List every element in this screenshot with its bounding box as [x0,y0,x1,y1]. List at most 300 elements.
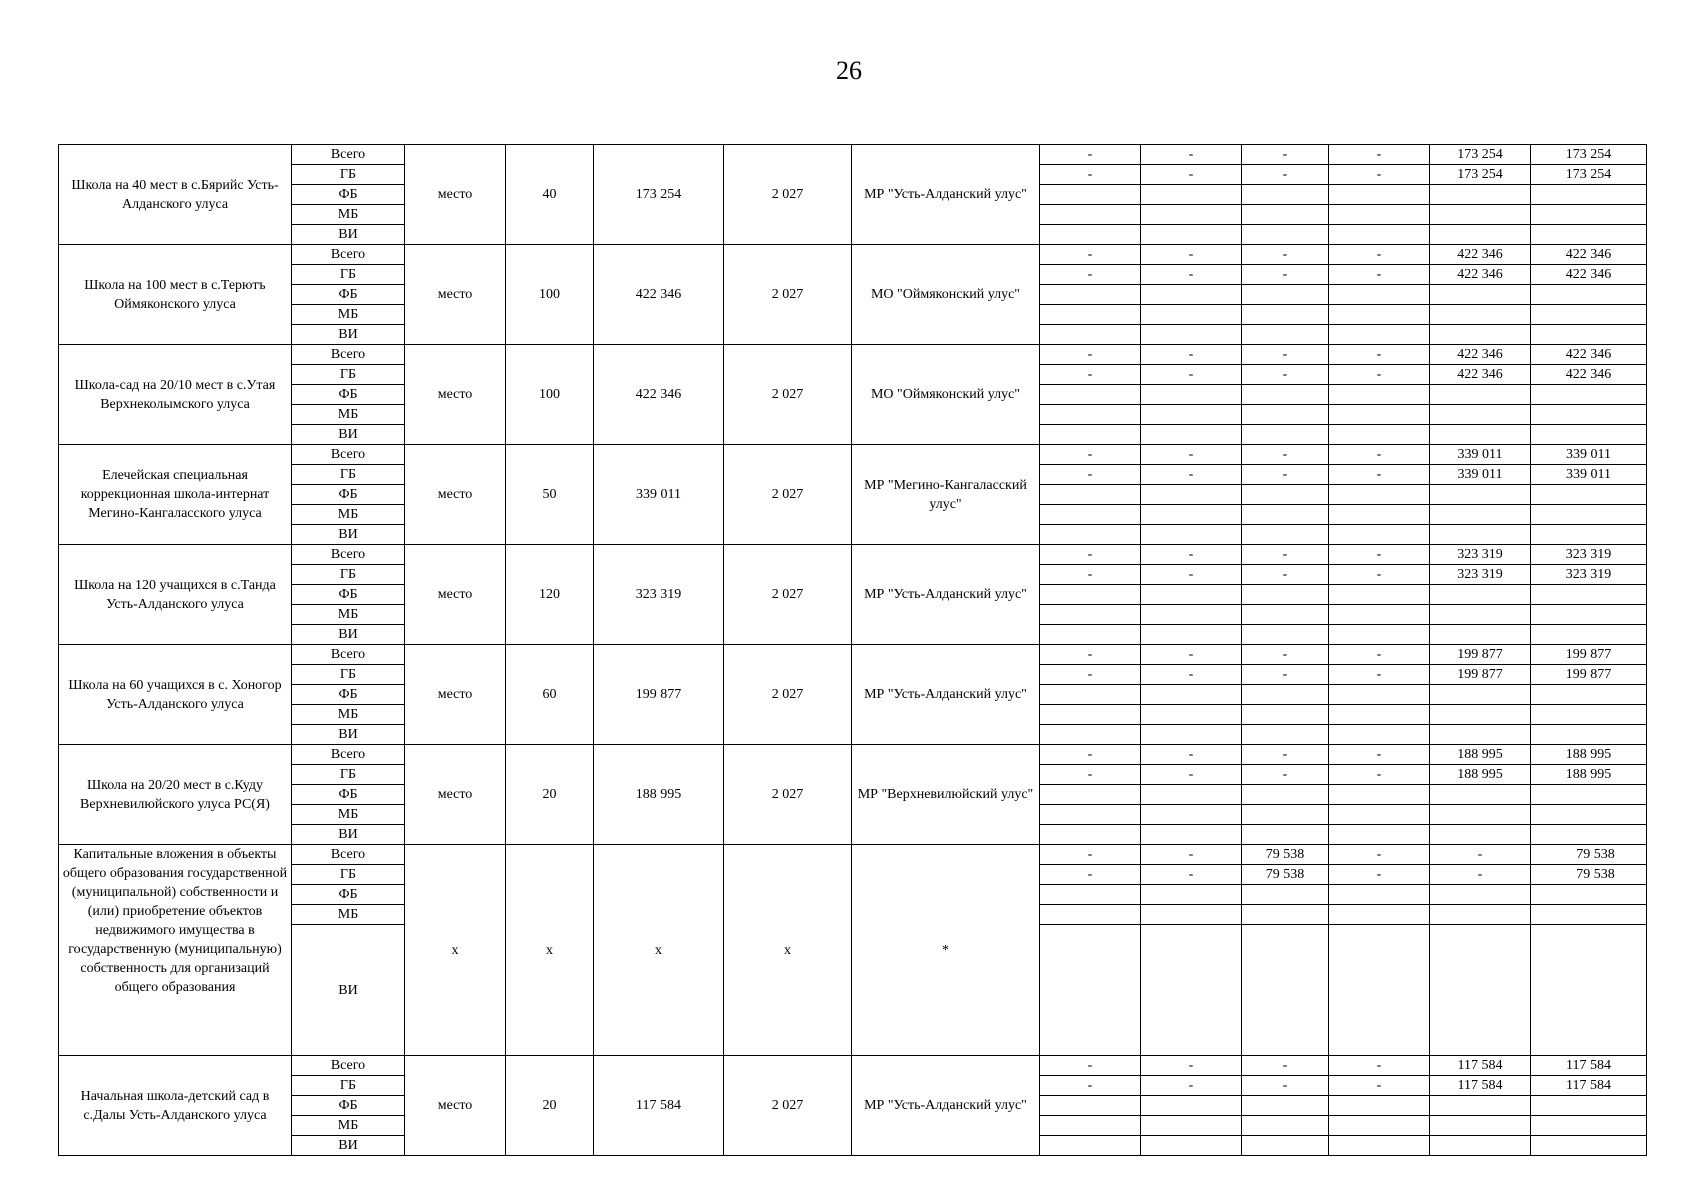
value-cell [1329,1096,1430,1116]
value-cell [1242,1116,1329,1136]
value-cell [1141,325,1242,345]
value-cell: - [1141,465,1242,485]
value-cell [1242,605,1329,625]
value-cell: 339 011 [1531,465,1647,485]
funding-source-label: Всего [292,145,405,165]
value-cell [1430,925,1531,1056]
value-cell [1141,405,1242,425]
object-capacity: 100 [506,345,594,445]
value-cell: - [1329,645,1430,665]
table-row [59,645,1647,665]
value-cell [1040,605,1141,625]
value-cell [1430,185,1531,205]
value-cell [1040,905,1141,925]
value-cell: - [1242,365,1329,385]
funding-source-label: ГБ [292,465,405,485]
value-cell [1531,725,1647,745]
object-name: Начальная школа-детский сад в с.Далы Усть-Алданского улуса [59,1056,292,1156]
funding-source-label: ВИ [292,825,405,845]
value-cell [1430,285,1531,305]
value-cell [1329,785,1430,805]
value-cell [1242,1096,1329,1116]
value-cell: - [1040,545,1141,565]
value-cell [1242,625,1329,645]
value-cell: - [1040,665,1141,685]
object-year: 2 027 [724,645,852,745]
value-cell [1329,1116,1430,1136]
value-cell [1040,225,1141,245]
value-cell [1040,1136,1141,1156]
value-cell: 173 254 [1430,165,1531,185]
value-cell [1430,425,1531,445]
object-cost: х [594,845,724,1056]
funding-source-label: ФБ [292,285,405,305]
value-cell [1531,825,1647,845]
funding-source-label: ФБ [292,685,405,705]
funding-source-label: ГБ [292,265,405,285]
value-cell [1531,905,1647,925]
value-cell: - [1242,665,1329,685]
value-cell [1329,505,1430,525]
value-cell [1242,725,1329,745]
value-cell [1531,325,1647,345]
value-cell: 339 011 [1430,445,1531,465]
value-cell: - [1141,265,1242,285]
value-cell [1329,705,1430,725]
value-cell [1329,905,1430,925]
value-cell [1531,685,1647,705]
responsible-org: МР "Мегино-Кангаласский улус" [852,445,1040,545]
value-cell [1242,685,1329,705]
value-cell: - [1040,465,1141,485]
funding-source-label: МБ [292,705,405,725]
value-cell: - [1242,345,1329,365]
funding-source-label: ВИ [292,625,405,645]
value-cell [1531,625,1647,645]
value-cell [1531,405,1647,425]
funding-source-label: ГБ [292,565,405,585]
value-cell [1430,905,1531,925]
value-cell: - [1141,345,1242,365]
value-cell [1040,925,1141,1056]
funding-source-label: ВИ [292,425,405,445]
table-row [59,445,1647,465]
value-cell [1430,585,1531,605]
value-cell [1141,725,1242,745]
value-cell: - [1242,165,1329,185]
object-cost: 339 011 [594,445,724,545]
value-cell: - [1141,245,1242,265]
value-cell [1531,285,1647,305]
funding-source-label: Всего [292,345,405,365]
value-cell [1242,325,1329,345]
value-cell: - [1329,565,1430,585]
value-cell [1430,225,1531,245]
funding-source-label: ГБ [292,665,405,685]
funding-source-label: Всего [292,245,405,265]
value-cell: - [1040,345,1141,365]
value-cell [1040,425,1141,445]
value-cell [1040,825,1141,845]
value-cell: 188 995 [1531,745,1647,765]
object-cost: 422 346 [594,345,724,445]
value-cell [1141,285,1242,305]
value-cell [1040,585,1141,605]
value-cell [1430,825,1531,845]
value-cell [1531,705,1647,725]
table-row [59,1056,1647,1076]
responsible-org: МР "Верхневилюйский улус" [852,745,1040,845]
value-cell [1329,885,1430,905]
value-cell: 117 584 [1430,1056,1531,1076]
value-cell: - [1329,865,1430,885]
value-cell: - [1141,445,1242,465]
value-cell: - [1040,645,1141,665]
responsible-org: МР "Усть-Алданский улус" [852,145,1040,245]
funding-source-label: МБ [292,505,405,525]
funding-source-label: Всего [292,545,405,565]
value-cell: 422 346 [1430,365,1531,385]
value-cell [1329,385,1430,405]
funding-source-label: МБ [292,805,405,825]
value-cell [1242,205,1329,225]
value-cell: - [1329,545,1430,565]
value-cell [1329,485,1430,505]
value-cell [1141,305,1242,325]
value-cell: - [1040,845,1141,865]
value-cell [1242,285,1329,305]
responsible-org: МО "Оймяконский улус" [852,345,1040,445]
value-cell [1242,385,1329,405]
object-name: Школа на 120 учащихся в с.Танда Усть-Алданского улуса [59,545,292,645]
funding-source-label: ГБ [292,1076,405,1096]
value-cell [1531,485,1647,505]
funding-source-label: МБ [292,1116,405,1136]
value-cell: - [1242,1076,1329,1096]
value-cell [1430,325,1531,345]
value-cell: 199 877 [1531,645,1647,665]
value-cell: - [1242,765,1329,785]
object-capacity: 120 [506,545,594,645]
funding-source-label: ФБ [292,485,405,505]
value-cell [1531,505,1647,525]
value-cell: - [1242,745,1329,765]
value-cell: - [1040,1076,1141,1096]
value-cell: - [1040,245,1141,265]
value-cell [1141,705,1242,725]
value-cell: - [1141,645,1242,665]
value-cell [1430,405,1531,425]
table-row [59,745,1647,765]
table-row [59,145,1647,165]
value-cell [1242,805,1329,825]
table-row [59,545,1647,565]
value-cell [1329,205,1430,225]
value-cell: 117 584 [1430,1076,1531,1096]
funding-source-label: МБ [292,205,405,225]
value-cell: - [1141,565,1242,585]
value-cell [1040,1096,1141,1116]
value-cell [1141,585,1242,605]
value-cell [1141,185,1242,205]
value-cell: - [1141,665,1242,685]
value-cell [1242,185,1329,205]
value-cell [1242,905,1329,925]
value-cell [1141,425,1242,445]
table-row [59,845,1647,865]
value-cell [1329,425,1430,445]
funding-source-label: ГБ [292,365,405,385]
value-cell: 422 346 [1430,265,1531,285]
value-cell: - [1329,145,1430,165]
value-cell [1040,885,1141,905]
value-cell [1531,585,1647,605]
value-cell [1329,685,1430,705]
value-cell [1141,925,1242,1056]
value-cell: 199 877 [1531,665,1647,685]
value-cell [1329,325,1430,345]
responsible-org: МР "Усть-Алданский улус" [852,645,1040,745]
value-cell [1141,385,1242,405]
value-cell: - [1141,865,1242,885]
object-unit: х [405,845,506,1056]
value-cell: 422 346 [1531,265,1647,285]
value-cell [1141,605,1242,625]
value-cell: - [1430,865,1531,885]
value-cell [1531,925,1647,1056]
funding-source-label: Всего [292,645,405,665]
value-cell: - [1329,245,1430,265]
value-cell [1141,905,1242,925]
value-cell: 339 011 [1531,445,1647,465]
value-cell [1141,485,1242,505]
value-cell [1141,505,1242,525]
value-cell: - [1040,1056,1141,1076]
value-cell: 323 319 [1531,545,1647,565]
value-cell [1329,405,1430,425]
funding-source-label: ВИ [292,525,405,545]
value-cell [1242,225,1329,245]
funding-source-label: ВИ [292,925,405,1056]
value-cell [1242,485,1329,505]
object-unit: место [405,145,506,245]
page-number: 26 [836,56,862,85]
value-cell [1141,805,1242,825]
responsible-org: МР "Усть-Алданский улус" [852,1056,1040,1156]
value-cell [1040,725,1141,745]
value-cell [1040,405,1141,425]
value-cell [1531,1116,1647,1136]
value-cell: - [1141,545,1242,565]
value-cell [1242,585,1329,605]
value-cell: - [1242,545,1329,565]
object-name: Школа-сад на 20/10 мест в с.Утая Верхнеколымского улуса [59,345,292,445]
responsible-org: * [852,845,1040,1056]
object-unit: место [405,445,506,545]
funding-source-label: Всего [292,1056,405,1076]
value-cell: - [1242,645,1329,665]
funding-source-label: ВИ [292,225,405,245]
value-cell [1430,785,1531,805]
funding-source-label: ФБ [292,1096,405,1116]
object-cost: 199 877 [594,645,724,745]
value-cell: - [1040,745,1141,765]
value-cell [1430,885,1531,905]
value-cell [1040,285,1141,305]
value-cell [1329,805,1430,825]
value-cell: 173 254 [1430,145,1531,165]
value-cell [1531,1096,1647,1116]
value-cell [1329,625,1430,645]
value-cell: - [1141,145,1242,165]
object-capacity: 100 [506,245,594,345]
funding-source-label: Всего [292,745,405,765]
value-cell: - [1242,245,1329,265]
value-cell: 422 346 [1531,245,1647,265]
responsible-org: МР "Усть-Алданский улус" [852,545,1040,645]
value-cell [1141,525,1242,545]
object-name: Елечейская специальная коррекционная школа-интернат Мегино-Кангаласского улуса [59,445,292,545]
funding-source-label: МБ [292,905,405,925]
value-cell [1242,305,1329,325]
funding-source-label: Всего [292,445,405,465]
value-cell: 173 254 [1531,165,1647,185]
value-cell [1329,605,1430,625]
value-cell [1040,1116,1141,1136]
value-cell: - [1329,445,1430,465]
value-cell: - [1329,1076,1430,1096]
value-cell [1329,1136,1430,1156]
value-cell: - [1141,745,1242,765]
object-cost: 173 254 [594,145,724,245]
value-cell [1531,785,1647,805]
value-cell [1040,505,1141,525]
value-cell: - [1329,765,1430,785]
funding-source-label: ВИ [292,1136,405,1156]
object-capacity: 60 [506,645,594,745]
value-cell [1242,885,1329,905]
object-cost: 422 346 [594,245,724,345]
value-cell [1430,505,1531,525]
funding-source-label: МБ [292,405,405,425]
object-name: Школа на 60 учащихся в с. Хоногор Усть-Алданского улуса [59,645,292,745]
value-cell [1242,505,1329,525]
object-capacity: 40 [506,145,594,245]
value-cell: 79 538 [1242,845,1329,865]
value-cell: 199 877 [1430,665,1531,685]
value-cell [1531,885,1647,905]
value-cell [1242,705,1329,725]
value-cell: - [1141,165,1242,185]
value-cell: - [1242,445,1329,465]
value-cell: 339 011 [1430,465,1531,485]
object-unit: место [405,345,506,445]
object-year: 2 027 [724,145,852,245]
object-year: 2 027 [724,1056,852,1156]
value-cell [1531,305,1647,325]
table-row [59,245,1647,265]
value-cell [1531,385,1647,405]
value-cell [1242,425,1329,445]
value-cell [1430,685,1531,705]
value-cell [1040,625,1141,645]
value-cell [1430,305,1531,325]
value-cell: 173 254 [1531,145,1647,165]
value-cell [1040,785,1141,805]
value-cell: 422 346 [1531,365,1647,385]
funding-source-label: ВИ [292,725,405,745]
object-unit: место [405,645,506,745]
value-cell: - [1040,165,1141,185]
value-cell [1141,205,1242,225]
value-cell: 188 995 [1430,765,1531,785]
funding-source-label: Всего [292,845,405,865]
value-cell: 422 346 [1531,345,1647,365]
value-cell: 323 319 [1430,565,1531,585]
object-year: 2 027 [724,345,852,445]
value-cell [1141,785,1242,805]
object-capacity: 20 [506,1056,594,1156]
value-cell [1430,705,1531,725]
value-cell: - [1242,465,1329,485]
object-unit: место [405,1056,506,1156]
value-cell [1329,525,1430,545]
funding-source-label: МБ [292,605,405,625]
value-cell [1430,525,1531,545]
value-cell: - [1141,365,1242,385]
object-name: Школа на 20/20 мест в с.Куду Верхневилюйского улуса РС(Я) [59,745,292,845]
value-cell [1141,685,1242,705]
object-cost: 188 995 [594,745,724,845]
value-cell: 117 584 [1531,1056,1647,1076]
value-cell [1329,305,1430,325]
value-cell: 188 995 [1430,745,1531,765]
value-cell [1040,385,1141,405]
value-cell [1242,1136,1329,1156]
value-cell [1040,685,1141,705]
funding-source-label: ФБ [292,385,405,405]
object-name: Школа на 40 мест в с.Бярийс Усть-Алданского улуса [59,145,292,245]
value-cell [1040,485,1141,505]
value-cell [1141,1096,1242,1116]
object-cost: 323 319 [594,545,724,645]
value-cell [1531,525,1647,545]
value-cell [1242,525,1329,545]
value-cell [1531,185,1647,205]
value-cell [1242,405,1329,425]
value-cell [1141,885,1242,905]
object-unit: место [405,745,506,845]
value-cell [1329,925,1430,1056]
value-cell: - [1040,565,1141,585]
value-cell [1141,625,1242,645]
value-cell [1531,805,1647,825]
funding-source-label: ФБ [292,585,405,605]
value-cell: - [1329,165,1430,185]
value-cell: - [1141,1056,1242,1076]
value-cell [1430,1116,1531,1136]
value-cell: - [1141,845,1242,865]
object-capacity: 50 [506,445,594,545]
value-cell [1242,825,1329,845]
value-cell [1430,725,1531,745]
value-cell [1430,485,1531,505]
value-cell [1040,305,1141,325]
value-cell [1040,325,1141,345]
object-unit: место [405,545,506,645]
value-cell: - [1242,565,1329,585]
value-cell: - [1329,365,1430,385]
